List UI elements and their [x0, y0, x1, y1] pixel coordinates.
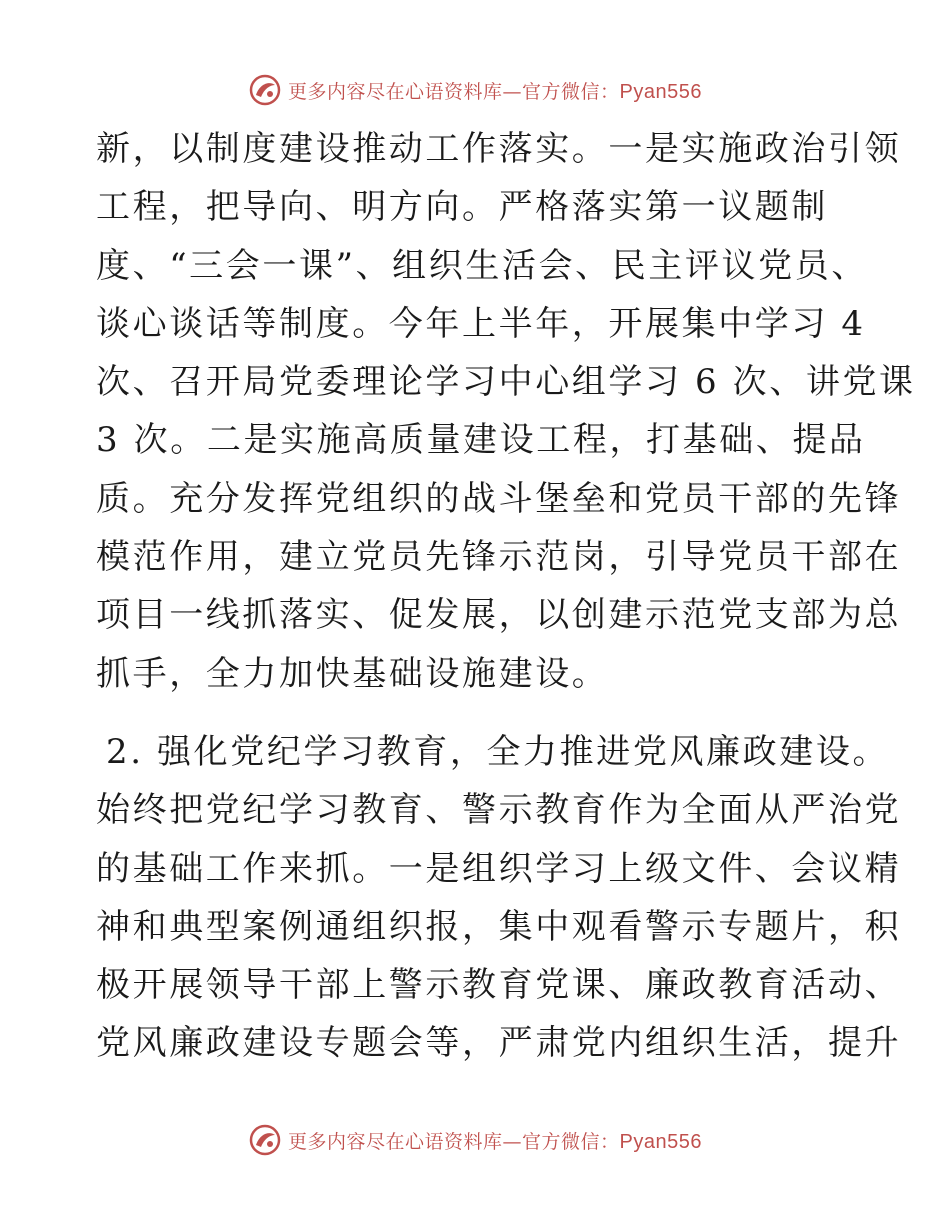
paragraph-1 — [96, 120, 916, 703]
watermark-text: 更多内容尽在心语资料库—官方微信：Pyan556 — [288, 1130, 702, 1153]
text-line: 新，以制度建设推动工作落实。一是实施政治引领 — [96, 129, 902, 169]
text-line: 神和典型案例通组织报，集中观看警示专题片，积 — [96, 906, 902, 947]
brand-logo-icon — [248, 1123, 282, 1157]
text-line: 抓手，全力加快基础设施建设。 — [96, 653, 609, 694]
paragraph-spacer — [96, 703, 856, 723]
text-line: 工程，把导向、明方向。严格落实第一议题制 — [96, 187, 828, 228]
text-line: 度、“三会一课”、组织生活会、民主评议党员、 — [96, 245, 868, 286]
text-line: 始终把党纪学习教育、警示教育作为全面从严治党 — [96, 790, 902, 831]
text-line: 质。充分发挥党组织的战斗堡垒和党员干部的先锋 — [96, 478, 902, 519]
text-line: 项目一线抓落实、促发展，以创建示范党支部为总 — [96, 595, 902, 636]
text-line: 党风廉政建设专题会等，严肃党内组织生活，提升 — [96, 1023, 902, 1064]
text-line: 模范作用，建立党员先锋示范岗，引导党员干部在 — [96, 537, 902, 578]
watermark-id: Pyan556 — [619, 1130, 702, 1153]
watermark-footer — [0, 1120, 950, 1160]
watermark-text: 更多内容尽在心语资料库—官方微信：Pyan556 — [288, 80, 702, 103]
watermark-id: Pyan556 — [619, 80, 702, 103]
brand-logo-icon — [248, 73, 282, 107]
watermark-header — [0, 70, 950, 110]
text-line: 3 次。二是实施高质量建设工程，打基础、提品 — [96, 420, 866, 461]
text-line: 次、召开局党委理论学习中心组学习 6 次、讲党课 — [96, 362, 916, 403]
section-heading-line: 2. 强化党纪学习教育，全力推进党风廉政建设。 — [106, 731, 890, 772]
text-line: 极开展领导干部上警示教育党课、廉政教育活动、 — [96, 965, 902, 1006]
text-line: 谈心谈话等制度。今年上半年，开展集中学习 4 — [96, 303, 866, 344]
paragraph-2 — [96, 723, 902, 1073]
text-line: 的基础工作来抓。一是组织学习上级文件、会议精 — [96, 848, 902, 889]
document-body — [96, 120, 916, 1073]
